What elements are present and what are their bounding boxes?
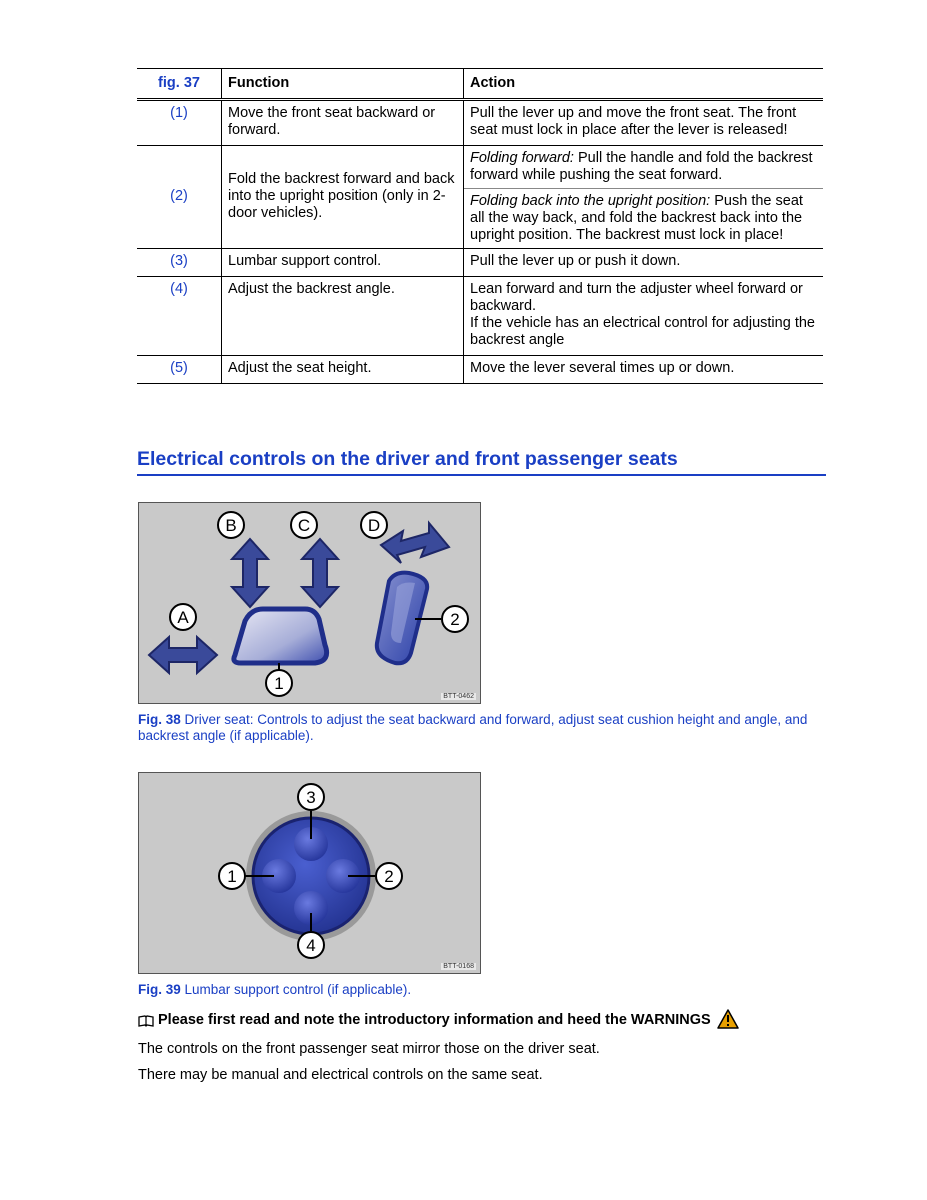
action-label: Folding back into the upright position: xyxy=(470,193,711,209)
row-action xyxy=(464,146,824,249)
row-action: Pull the lever up or push it down. xyxy=(464,249,824,277)
label-1 xyxy=(219,863,245,889)
table-row xyxy=(137,249,823,277)
warning-notice xyxy=(138,1012,739,1029)
row-function: Lumbar support control. xyxy=(222,249,464,277)
seat-cushion-switch xyxy=(234,609,327,663)
caption-text: Lumbar support control (if applicable). xyxy=(180,982,412,997)
book-icon xyxy=(138,1015,154,1027)
backrest-switch xyxy=(377,573,427,664)
row-function: Adjust the seat height. xyxy=(222,356,464,384)
figure-code: BTT-0168 xyxy=(443,963,474,970)
label-2-text: 2 xyxy=(450,610,460,629)
driver-seat-controls-illustration xyxy=(139,503,480,703)
row-action xyxy=(464,277,824,356)
action-label: Folding forward: xyxy=(470,150,574,166)
table-row xyxy=(137,146,823,249)
action-text: Lean forward and turn the adjuster wheel forward or backward. xyxy=(470,281,803,314)
table-row xyxy=(137,356,823,384)
figure-code: BTT-0462 xyxy=(443,693,474,700)
action-text: Pull the handle and fold the backrest forward while pushing the seat forward. xyxy=(470,150,813,183)
label-2 xyxy=(442,606,468,632)
section-title: Electrical controls on the driver and front passenger seats xyxy=(137,448,826,476)
row-action: Pull the lever up and move the front seat. The front seat must lock in place after the lever is released! xyxy=(464,100,824,146)
action-text: Push the seat all the way back, and fold the backrest back into the upright position. The backrest must lock in place! xyxy=(470,193,803,243)
row-number: (3) xyxy=(137,249,222,277)
figure-38 xyxy=(138,502,481,704)
label-3 xyxy=(298,784,324,810)
action-folding-forward xyxy=(464,146,823,189)
lumbar-control-illustration xyxy=(139,773,480,973)
row-action: Move the lever several times up or down. xyxy=(464,356,824,384)
label-1 xyxy=(266,670,292,696)
row-number: (1) xyxy=(137,100,222,146)
notice-text: Please first read and note the introductory information and heed the WARNINGS xyxy=(158,1012,711,1028)
row-number: (2) xyxy=(137,146,222,249)
caption-text: Driver seat: Controls to adjust the seat backward and forward, adjust seat cushion height and angle, and backrest angle (if applicable). xyxy=(138,712,808,743)
row-number: (4) xyxy=(137,277,222,356)
arrow-a-icon xyxy=(149,637,217,673)
paragraph: The controls on the front passenger seat mirror those on the driver seat. xyxy=(138,1041,600,1057)
header-action: Action xyxy=(464,69,824,100)
label-c-text: C xyxy=(297,516,311,535)
label-a-text: A xyxy=(177,608,189,627)
label-b-text: B xyxy=(225,516,237,535)
table-row xyxy=(137,277,823,356)
figure-38-caption xyxy=(138,712,818,744)
label-1-text: 1 xyxy=(227,867,237,886)
label-3-text: 3 xyxy=(306,788,316,807)
row-function: Adjust the backrest angle. xyxy=(222,277,464,356)
table-row xyxy=(137,100,823,146)
row-function: Move the front seat backward or forward. xyxy=(222,100,464,146)
label-d-text: D xyxy=(367,516,381,535)
label-c xyxy=(291,512,317,538)
caption-number: Fig. 38 xyxy=(138,712,181,727)
header-function: Function xyxy=(222,69,464,100)
label-1-text: 1 xyxy=(274,674,284,693)
action-text-2: If the vehicle has an electrical control for adjusting the backrest angle xyxy=(470,315,815,348)
row-number: (5) xyxy=(137,356,222,384)
paragraph: There may be manual and electrical controls on the same seat. xyxy=(138,1067,543,1083)
arrow-d-icon xyxy=(381,523,449,563)
table-header-row xyxy=(137,69,823,100)
label-4-text: 4 xyxy=(306,936,316,955)
figure-39-caption xyxy=(138,982,818,998)
seat-functions-table xyxy=(137,68,823,384)
arrow-b-icon xyxy=(232,539,268,607)
figure-39 xyxy=(138,772,481,974)
label-4 xyxy=(298,932,324,958)
header-fig: fig. 37 xyxy=(137,69,222,100)
row-function: Fold the backrest forward and back into the upright position (only in 2-door vehicles). xyxy=(222,146,464,249)
label-2 xyxy=(376,863,402,889)
label-d xyxy=(361,512,387,538)
action-folding-back xyxy=(464,189,823,244)
arrow-c-icon xyxy=(302,539,338,607)
label-a xyxy=(170,604,196,630)
label-b xyxy=(218,512,244,538)
warning-icon xyxy=(717,1009,739,1029)
label-2-text: 2 xyxy=(384,867,394,886)
caption-number: Fig. 39 xyxy=(138,982,181,997)
